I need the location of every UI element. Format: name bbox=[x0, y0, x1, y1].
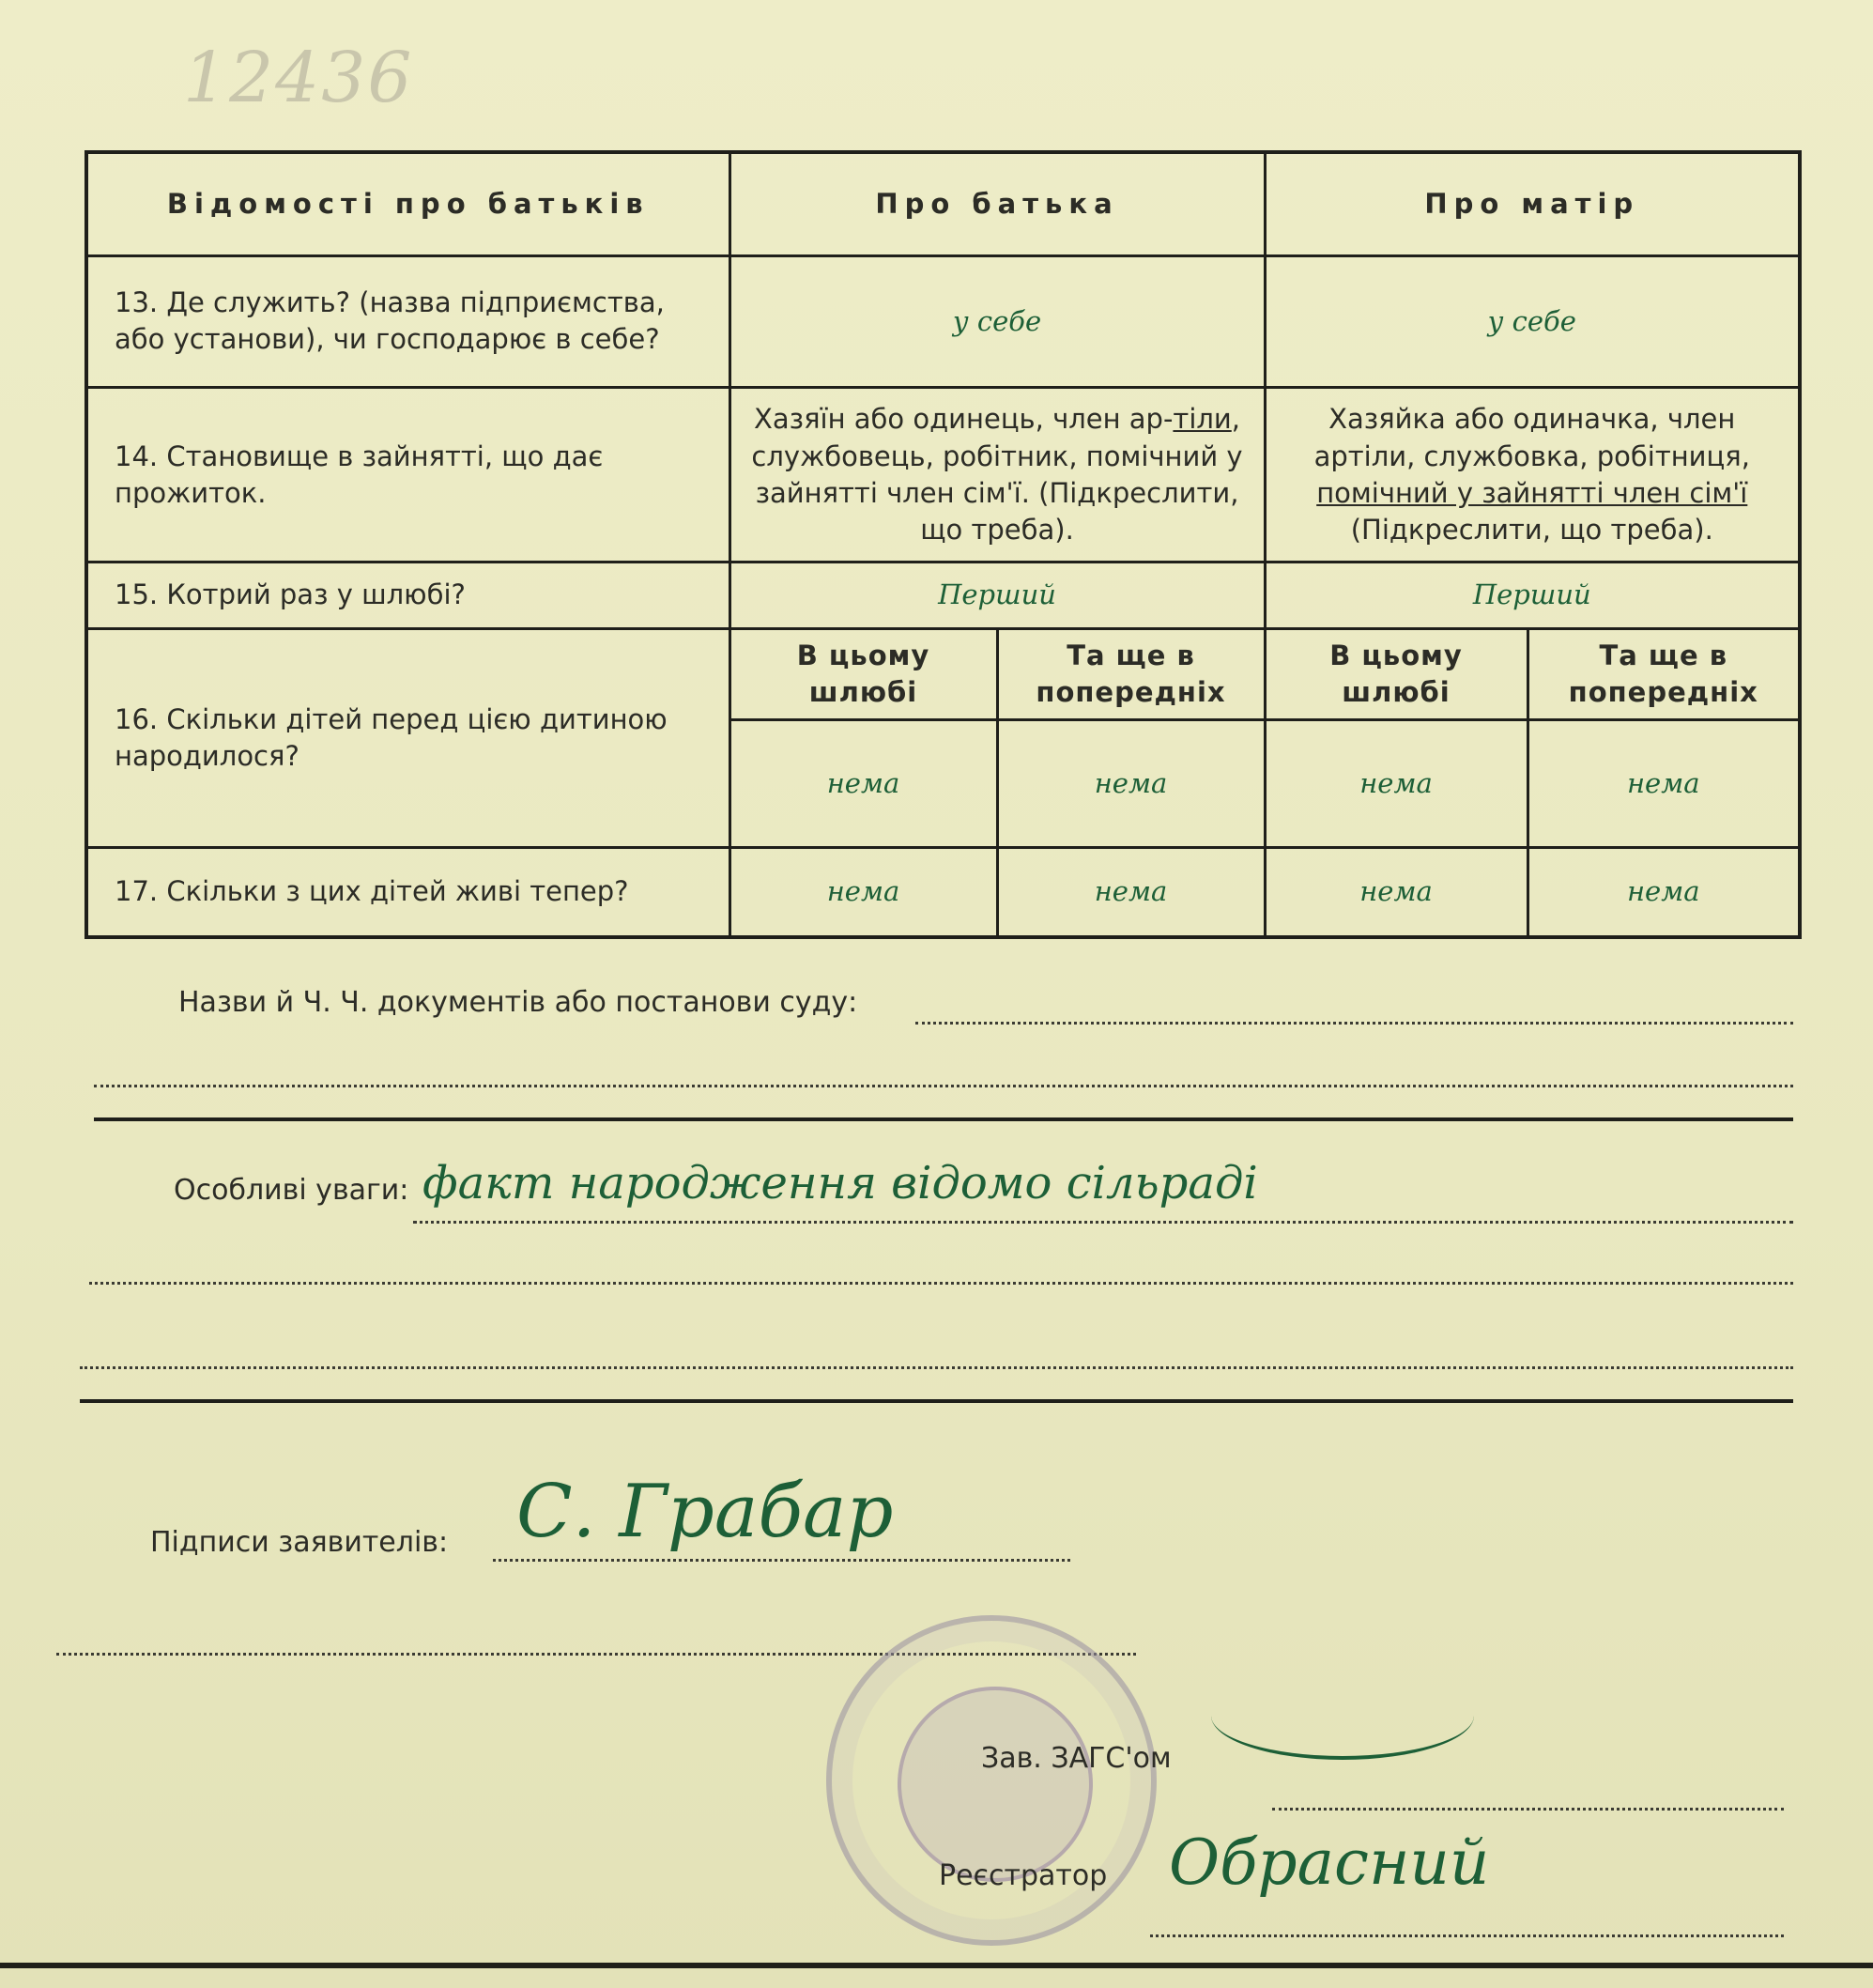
official-seal bbox=[826, 1615, 1157, 1946]
q16-value: нема bbox=[997, 720, 1265, 848]
head-line bbox=[1272, 1808, 1784, 1811]
q16-label: 16. Скільки дітей перед цією дитиною народилося? bbox=[86, 628, 729, 847]
q14-mother-options bbox=[1265, 388, 1800, 562]
sub-father-previous: Та ще в попередніх bbox=[997, 628, 1265, 720]
section-divider-2 bbox=[80, 1399, 1793, 1403]
q17-label: 17. Скільки з цих дітей живі тепер? bbox=[86, 847, 729, 937]
applicant-line bbox=[493, 1559, 1070, 1562]
q13-father-value: у себе bbox=[729, 255, 1265, 388]
table-row-q15 bbox=[86, 562, 1800, 628]
q14-father-options bbox=[729, 388, 1265, 562]
q15-father-value: Перший bbox=[729, 562, 1265, 628]
q15-label: 15. Котрий раз у шлюбі? bbox=[86, 562, 729, 628]
q17-value: нема bbox=[1528, 847, 1800, 937]
q16-value: нема bbox=[1528, 720, 1800, 848]
q15-mother-value: Перший bbox=[1265, 562, 1800, 628]
sub-mother-in-marriage: В цьому шлюбі bbox=[1265, 628, 1528, 720]
section-divider bbox=[94, 1117, 1793, 1121]
q14-mother-underlined: помічний у зайнятті член сім'ї bbox=[1316, 476, 1748, 509]
q16-value: нема bbox=[729, 720, 997, 848]
applicant-signature: С. Грабар bbox=[516, 1470, 894, 1554]
q14-father-pre: Хазяїн або одинець, член ар- bbox=[754, 403, 1174, 436]
registrar-line bbox=[1150, 1934, 1784, 1937]
archive-number: 12436 bbox=[183, 38, 414, 118]
q17-value: нема bbox=[997, 847, 1265, 937]
table-row-q13 bbox=[86, 255, 1800, 388]
q13-label: 13. Де служить? (назва підприємства, або установи), чи господарює в себе? bbox=[86, 255, 729, 388]
documents-line bbox=[915, 1022, 1793, 1025]
parents-info-table bbox=[84, 150, 1802, 939]
table-row-q17 bbox=[86, 847, 1800, 937]
header-mother: Про матір bbox=[1265, 152, 1800, 255]
q16-value: нема bbox=[1265, 720, 1528, 848]
table-row-q14 bbox=[86, 388, 1800, 562]
head-signature-icon bbox=[1211, 1672, 1474, 1760]
sub-mother-previous: Та ще в попередніх bbox=[1528, 628, 1800, 720]
head-label: Зав. ЗАГС'ом bbox=[981, 1742, 1172, 1775]
remarks-line-2 bbox=[89, 1282, 1793, 1285]
registrar-signature: Обрасний bbox=[1169, 1826, 1490, 1899]
q17-value: нема bbox=[1265, 847, 1528, 937]
page-bottom-edge bbox=[0, 1963, 1873, 1968]
q17-value: нема bbox=[729, 847, 997, 937]
q14-father-underlined: тіли bbox=[1173, 403, 1232, 436]
remarks-label: Особливі уваги: bbox=[174, 1174, 409, 1207]
remarks-value: факт народження відомо сільраді bbox=[422, 1157, 1258, 1210]
applicant-label: Підписи заявителів: bbox=[150, 1526, 449, 1559]
table-row-subheader bbox=[86, 628, 1800, 720]
q13-mother-value: у себе bbox=[1265, 255, 1800, 388]
registrar-label: Реєстратор bbox=[939, 1859, 1108, 1892]
sub-father-in-marriage: В цьому шлюбі bbox=[729, 628, 997, 720]
header-parents-info: Відомості про батьків bbox=[86, 152, 729, 255]
header-father: Про батька bbox=[729, 152, 1265, 255]
documents-line-2 bbox=[94, 1085, 1793, 1087]
documents-label: Назви й Ч. Ч. документів або постанови суду: bbox=[178, 986, 858, 1019]
table-header-row bbox=[86, 152, 1800, 255]
seal-emblem bbox=[898, 1687, 1093, 1882]
q14-label: 14. Становище в зайнятті, що дає прожиток. bbox=[86, 388, 729, 562]
q14-mother-post: (Підкреслити, що треба). bbox=[1350, 513, 1713, 546]
remarks-line-3 bbox=[80, 1366, 1793, 1369]
remarks-line bbox=[413, 1221, 1793, 1224]
q14-mother-pre: Хазяйка або одиначка, член артіли, службовка, робітниця, bbox=[1313, 403, 1750, 472]
q14-father-post: , службовець, робітник, помічний у зайнятті член сім'ї. (Підкреслити, що треба). bbox=[751, 403, 1243, 546]
